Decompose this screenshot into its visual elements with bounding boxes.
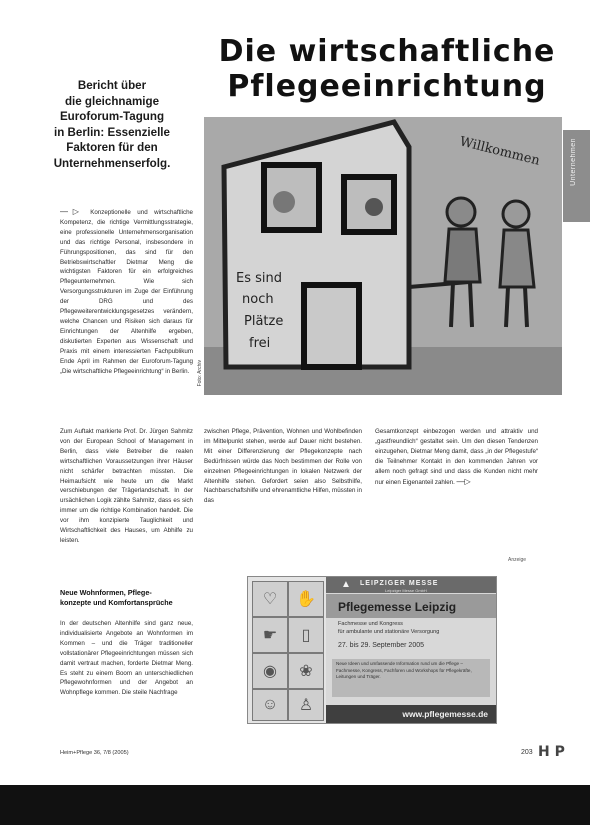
title-line-1: Die wirtschaftliche — [218, 34, 556, 69]
eye-icon: ◉ — [252, 653, 288, 689]
welcome-sign-text: Willkommen — [458, 134, 542, 169]
advertisement[interactable] — [247, 576, 497, 724]
messe-logo-icon: ▲ — [341, 579, 351, 590]
subtitle-line: Bericht über — [77, 79, 147, 92]
person-icon: ♙ — [288, 689, 324, 721]
ad-brand-sub: Leipziger Messe GmbH — [385, 588, 427, 593]
column-3-text — [375, 427, 538, 539]
figure-icon: ☺ — [252, 689, 288, 721]
scan-border — [0, 785, 590, 825]
door-icon: ▯ — [288, 617, 324, 653]
journal-logo: H P — [538, 744, 565, 760]
sign-text-line: frei — [249, 336, 271, 351]
section-tab — [563, 130, 590, 222]
heart-icon: ♡ — [252, 581, 288, 617]
subtitle-line: Euroforum-Tagung — [59, 110, 165, 123]
ad-info-box: Neue Ideen und umfassende Information rund um die Pflege – Fachmesse, Kongress, Fachforen und Workshops für Pflegekräfte, Leitungen und Träger. — [332, 659, 490, 697]
paragraph-3: In der deutschen Altenhilfe sind ganz neue, individualisierte Angebote an Wohnformen im Kommen – und die Träger traditioneller vollstationärer Pflegeeinrichtungen müssen sich damit vertraut machen, forderte Dietmar Meng. Es steht zu einem Boom an unterschiedlichen Pflegewohnformen und der Angebot an Wohnpflege kommen. Die steile Nachfrage — [60, 620, 193, 697]
hands-icon: ✋ — [288, 581, 324, 617]
ad-date: 27. bis 29. September 2005 — [338, 642, 425, 649]
section-heading — [60, 588, 193, 608]
intro-paragraph — [60, 207, 193, 395]
article-subtitle — [22, 78, 202, 171]
ad-label: Anzeige — [508, 557, 527, 563]
painted-house-illustration — [204, 117, 562, 395]
ad-brand: LEIPZIGER MESSE — [360, 580, 439, 587]
ad-title: Pflegemesse Leipzig — [338, 600, 457, 614]
footer-citation: Heim+Pflege 36, 7/8 (2005) — [60, 750, 129, 756]
hand-icon: ☛ — [252, 617, 288, 653]
section-heading-line: Neue Wohnformen, Pflege- — [60, 588, 152, 597]
sign-text-line: noch — [242, 292, 274, 307]
title-line-2: Pflegeeinrichtung — [227, 69, 547, 104]
ad-icon-grid — [248, 577, 326, 723]
column-2-text: zwischen Pflege, Prävention, Wohnen und Wohlbefinden im Mittelpunkt stehen, werde auf Dauer nicht bestehen. Mit einer Differenzierung der Pflegekonzepte nach Bedürfnissen würde das Noch bestimmen der Rolle von einzelnen Pflegeeinrichtungen in lokalen Netzwerk der Altenhilfe stehen. Gefordert seien also Selbsthilfe, Nachbarschaftshilfe und ehrenamtliche Hilfen, müssten in das — [204, 428, 362, 505]
subtitle-line: die gleichnamige — [64, 94, 160, 108]
section-heading-line: konzepte und Komfortansprüche — [60, 598, 173, 607]
subtitle-line: Unternehmenserfolg. — [53, 156, 171, 170]
intro-text: Konzeptionelle und wirtschaftliche Kompetenz, die richtige Vermittlungsstrategie, eine professionelle Unternehmensorganisation und das richtige Personal, insbesondere in Führungspositionen, das sind für den Betriebswirtschaftler Dietmar Meng die wichtigsten Faktoren für ein erfolgreiches Pflegeunternehmen. Wie sich Versorgungsstrukturen im Zuge der Einführung der DRG und des Pflegeweiterentwicklungsgesetzes verändern, welche Chancen und Risiken sich daraus für Einrichtungen der Altenhilfe ergeben, diskutierten Experten aus Wissenschaft und Praxis mit einem interessierten Fachpublikum Ende April im Rahmen der Euroforum-Tagung „Die wirtschaftliche Pflegeeinrichtung“ in Berlin. — [60, 209, 193, 375]
paragraph-2: Zum Auftakt markierte Prof. Dr. Jürgen Sahmitz von der European School of Management in Berlin, dass viele Betreiber die realen wirtschaftlichen Voraussetzungen ihrer Häuser nicht schärfer betrachten müssten. Die Heimaufsicht wie heute um die Markt verschiebungen der Trägerlandschaft. In der ursächlichen Logik zählte Sahmitz, dass es sich immer um die richtige Kombination handelt. Die vor ihm konzipierte Tauglichkeit und Wirtschaftlichkeit des Hauses, um Abhilfe zu leisten. — [60, 428, 193, 544]
wreath-icon: ❀ — [288, 653, 324, 689]
ad-line-2: für ambulante und stationäre Versorgung — [338, 629, 440, 635]
subtitle-line: in Berlin: Essenzielle — [54, 125, 170, 139]
article-title — [212, 34, 562, 104]
subtitle-line: Faktoren für den — [66, 141, 158, 154]
section-tab-label: Unternehmen — [570, 138, 577, 186]
photo-credit: Foto: Archiv — [197, 360, 203, 387]
continue-arrow-icon: —▷ — [456, 476, 471, 486]
ad-url-link[interactable]: www.pflegemesse.de — [326, 705, 496, 723]
page-number: 203 — [521, 749, 533, 756]
sign-text-line: Plätze — [244, 314, 284, 329]
arrow-icon: —▷ — [60, 207, 84, 216]
ad-line-1: Fachmesse und Kongress — [338, 621, 403, 627]
sign-text-line: Es sind — [236, 271, 282, 286]
column-3-body: Gesamtkonzept einbezogen werden und attraktiv und „gastfreundlich“ gestaltet sein. Um den diesen Tendenzen einzugehen, Dietmar Meng damit, dass „in der Pflegestufe“ die Teilnehmer Kontakt in den kommenden Jahren vor allem noch gefragt sind und dass die Kunden nicht mehr nur einen Eigenanteil zahlen. — [375, 428, 538, 486]
article-photo — [204, 117, 562, 395]
